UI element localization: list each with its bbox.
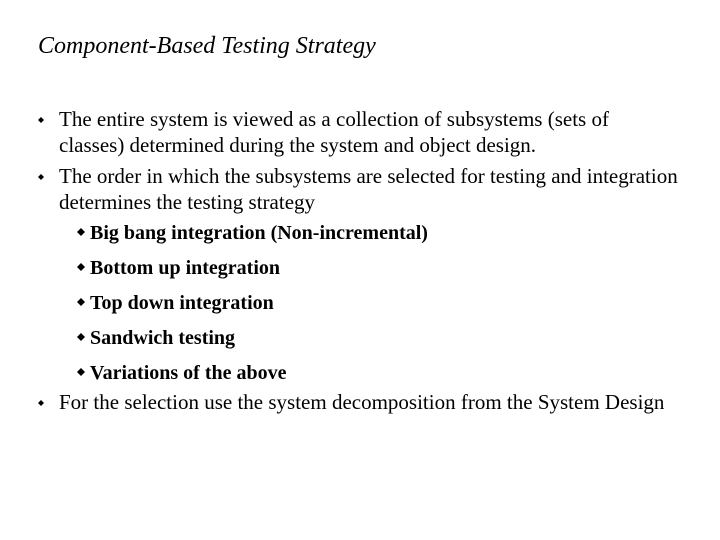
bullet-item xyxy=(38,106,678,158)
diamond-bullet-icon xyxy=(77,333,85,341)
sub-bullet-item xyxy=(38,255,678,281)
sub-bullet-item xyxy=(38,360,678,386)
bullet-text: For the selection use the system decomposition from the System Design xyxy=(59,390,665,414)
diamond-bullet-icon xyxy=(77,368,85,376)
slide-title: Component-Based Testing Strategy xyxy=(38,33,376,59)
bullet-item xyxy=(38,163,678,215)
diamond-bullet-icon xyxy=(77,263,85,271)
bullet-text: The entire system is viewed as a collection of subsystems (sets of classes) determined during the system and object design. xyxy=(59,107,609,157)
sub-bullet-item xyxy=(38,220,678,246)
diamond-bullet-icon xyxy=(38,400,44,406)
bullet-list xyxy=(38,106,678,420)
sub-bullet-text: Big bang integration (Non-incremental) xyxy=(90,222,428,244)
diamond-bullet-icon xyxy=(77,298,85,306)
bullet-text: The order in which the subsystems are selected for testing and integration determines the testing strategy xyxy=(59,164,678,214)
bullet-item xyxy=(38,389,678,415)
sub-bullet-item xyxy=(38,325,678,351)
sub-bullet-text: Top down integration xyxy=(90,292,274,314)
sub-bullet-text: Variations of the above xyxy=(90,362,287,384)
sub-bullet-item xyxy=(38,290,678,316)
diamond-bullet-icon xyxy=(77,228,85,236)
sub-bullet-text: Sandwich testing xyxy=(90,327,236,349)
diamond-bullet-icon xyxy=(38,117,44,123)
diamond-bullet-icon xyxy=(38,174,44,180)
sub-bullet-text: Bottom up integration xyxy=(90,257,280,279)
